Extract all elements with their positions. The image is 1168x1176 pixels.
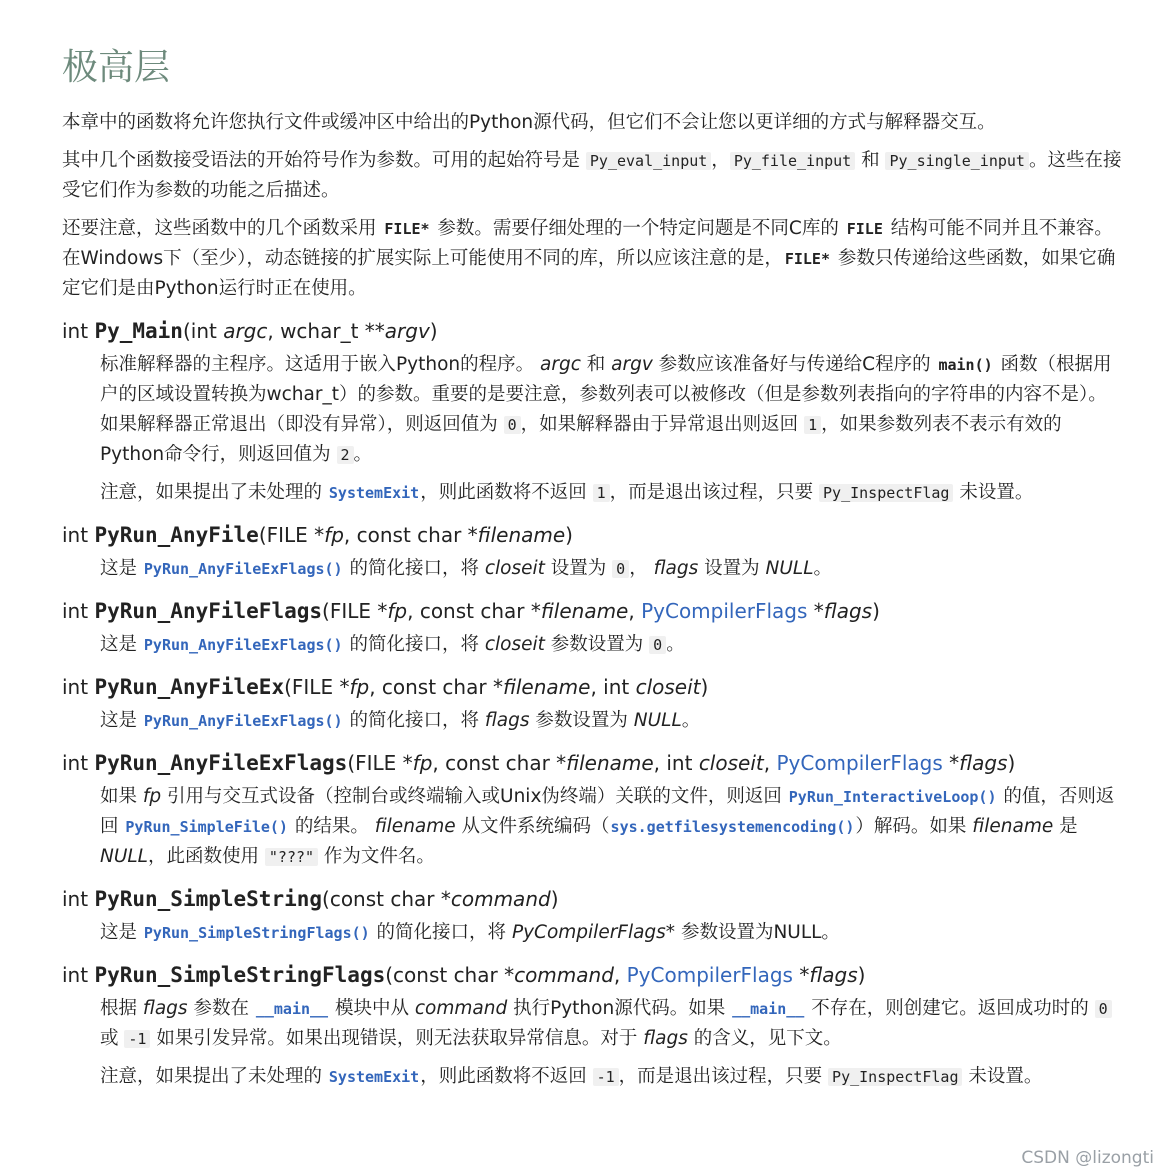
link-pyrun-anyfileexflags[interactable]: PyRun_AnyFileExFlags() bbox=[143, 712, 343, 730]
signature-pyrun-anyfile: int PyRun_AnyFile(FILE *fp, const char *filename) bbox=[62, 523, 573, 547]
code-py-file-input: Py_file_input bbox=[730, 152, 855, 170]
code-file: FILE bbox=[846, 220, 883, 238]
function-pyrun-anyfileex bbox=[62, 670, 1122, 736]
link-pycompilerflags[interactable]: PyCompilerFlags bbox=[776, 751, 943, 775]
intro-paragraph-2: 其中几个函数接受语法的开始符号作为参数。可用的起始符号是 Py_eval_input ， Py_file_input 和 Py_single_input 。这些在接受它们作为参数的功能之后描述。 bbox=[62, 150, 1122, 201]
code-file-ptr-2: FILE* bbox=[784, 250, 830, 268]
code-py-single-input: Py_single_input bbox=[885, 152, 1028, 170]
link-systemexit[interactable]: SystemExit bbox=[328, 1068, 420, 1086]
signature-pyrun-anyfileexflags: int PyRun_AnyFileExFlags(FILE *fp, const char *filename, int closeit, PyCompilerFlags *flags) bbox=[62, 751, 1016, 775]
function-pyrun-simplestring bbox=[62, 882, 1122, 948]
code-py-eval-input: Py_eval_input bbox=[586, 152, 711, 170]
intro-paragraph-1: 本章中的函数将允许您执行文件或缓冲区中给出的Python源代码，但它们不会让您以更详细的方式与解释器交互。 bbox=[62, 112, 996, 133]
description-py-main: 标准解释器的主程序。这适用于嵌入Python的程序。 argc 和 argv 参数应该准备好与传递给C程序的 main() 函数（根据用户的区域设置转换为wchar_t）的参数。重要的是要注意，参数列表可以被修改（但是参数列表指向的字符串的内容不是）。如果解释器正常退出（即没有异常），则返回值为 0 ，如果解释器由于异常退出则返回 1 ，如果参数列表不表示有效的Python命令行，则返回值为 2 。 注意，如果提出了未处理的 SystemExit，则此函数将不返回 1 ，而是退出该过程，只要 Py_InspectFlag 未设置。 bbox=[100, 354, 1112, 503]
link-main-module[interactable]: __main__ bbox=[732, 1000, 805, 1018]
code-main: main() bbox=[938, 356, 993, 374]
signature-pyrun-anyfileex: int PyRun_AnyFileEx(FILE *fp, const char *filename, int closeit) bbox=[62, 675, 709, 699]
link-sys-getfilesystemencoding[interactable]: sys.getfilesystemencoding() bbox=[610, 818, 855, 836]
function-name: PyRun_AnyFileExFlags bbox=[94, 751, 348, 775]
function-name: PyRun_AnyFileEx bbox=[94, 675, 285, 699]
signature-pyrun-simplestring: int PyRun_SimpleString(const char *command) bbox=[62, 887, 559, 911]
intro-paragraph-3: 还要注意，这些函数中的几个函数采用 FILE* 参数。需要仔细处理的一个特定问题是不同C库的 FILE 结构可能不同并且不兼容。在Windows下（至少），动态链接的扩展实际上可能使用不同的库，所以应该注意的是， FILE* 参数只传递给这些函数，如果它确定它们是由Python运行时正在使用。 bbox=[62, 218, 1116, 299]
link-pyrun-anyfileexflags[interactable]: PyRun_AnyFileExFlags() bbox=[143, 636, 343, 654]
code-file-ptr: FILE* bbox=[384, 220, 430, 238]
signature-pyrun-anyfileflags: int PyRun_AnyFileFlags(FILE *fp, const char *filename, PyCompilerFlags *flags) bbox=[62, 599, 880, 623]
description-pyrun-simplestring: 这是 PyRun_SimpleStringFlags() 的简化接口，将 PyCompilerFlags* 参数设置为NULL。 bbox=[100, 922, 840, 943]
link-pyrun-interactiveloop[interactable]: PyRun_InteractiveLoop() bbox=[788, 788, 997, 806]
doc-page bbox=[62, 40, 1122, 1100]
signature-py-main: int Py_Main(int argc, wchar_t **argv) bbox=[62, 319, 438, 343]
function-pyrun-anyfileexflags bbox=[62, 746, 1122, 872]
function-name: PyRun_SimpleStringFlags bbox=[94, 963, 386, 987]
function-name: PyRun_AnyFile bbox=[94, 523, 259, 547]
description-pyrun-simplestringflags: 根据 flags 参数在 __main__ 模块中从 command 执行Python源代码。如果 __main__ 不存在，则创建它。返回成功时的 0 或 -1 如果引发异常。如果出现错误，则无法获取异常信息。对于 flags 的含义，见下文。 注意，如果提出了未处理的 SystemExit，则此函数将不返回 -1 ，而是退出该过程，只要 Py_InspectFlag 未设置。 bbox=[100, 994, 1122, 1092]
link-main-module[interactable]: __main__ bbox=[255, 1000, 329, 1018]
description-pyrun-anyfileexflags: 如果 fp 引用与交互式设备（控制台或终端输入或Unix伪终端）关联的文件，则返回 PyRun_InteractiveLoop() 的值，否则返回 PyRun_SimpleFile() 的结果。 filename 从文件系统编码（sys.getfilesystemencoding()）解码。如果 filename 是 NULL，此函数使用 "???" 作为文件名。 bbox=[100, 786, 1115, 867]
link-pyrun-simplefile[interactable]: PyRun_SimpleFile() bbox=[125, 818, 288, 836]
function-name: Py_Main bbox=[94, 319, 183, 343]
function-py-main bbox=[62, 314, 1122, 508]
link-systemexit[interactable]: SystemExit bbox=[328, 484, 420, 502]
description-pyrun-anyfileflags: 这是 PyRun_AnyFileExFlags() 的简化接口，将 closeit 参数设置为 0 。 bbox=[100, 634, 685, 655]
function-pyrun-anyfileflags bbox=[62, 594, 1122, 660]
link-pycompilerflags[interactable]: PyCompilerFlags bbox=[626, 963, 793, 987]
description-pyrun-anyfile: 这是 PyRun_AnyFileExFlags() 的简化接口，将 closeit 设置为 0 ， flags 设置为 NULL。 bbox=[100, 558, 833, 579]
function-pyrun-anyfile bbox=[62, 518, 1122, 584]
function-name: PyRun_AnyFileFlags bbox=[94, 599, 323, 623]
link-pyrun-simplestringflags[interactable]: PyRun_SimpleStringFlags() bbox=[143, 924, 370, 942]
function-pyrun-simplestringflags bbox=[62, 958, 1122, 1092]
description-pyrun-anyfileex: 这是 PyRun_AnyFileExFlags() 的简化接口，将 flags 参数设置为 NULL。 bbox=[100, 710, 701, 731]
link-pyrun-anyfileexflags[interactable]: PyRun_AnyFileExFlags() bbox=[143, 560, 343, 578]
page-title: 极高层 bbox=[62, 47, 171, 88]
watermark: CSDN @lizongti bbox=[1021, 1148, 1154, 1168]
signature-pyrun-simplestringflags: int PyRun_SimpleStringFlags(const char *command, PyCompilerFlags *flags) bbox=[62, 963, 866, 987]
link-pycompilerflags[interactable]: PyCompilerFlags bbox=[641, 599, 808, 623]
function-name: PyRun_SimpleString bbox=[94, 887, 323, 911]
